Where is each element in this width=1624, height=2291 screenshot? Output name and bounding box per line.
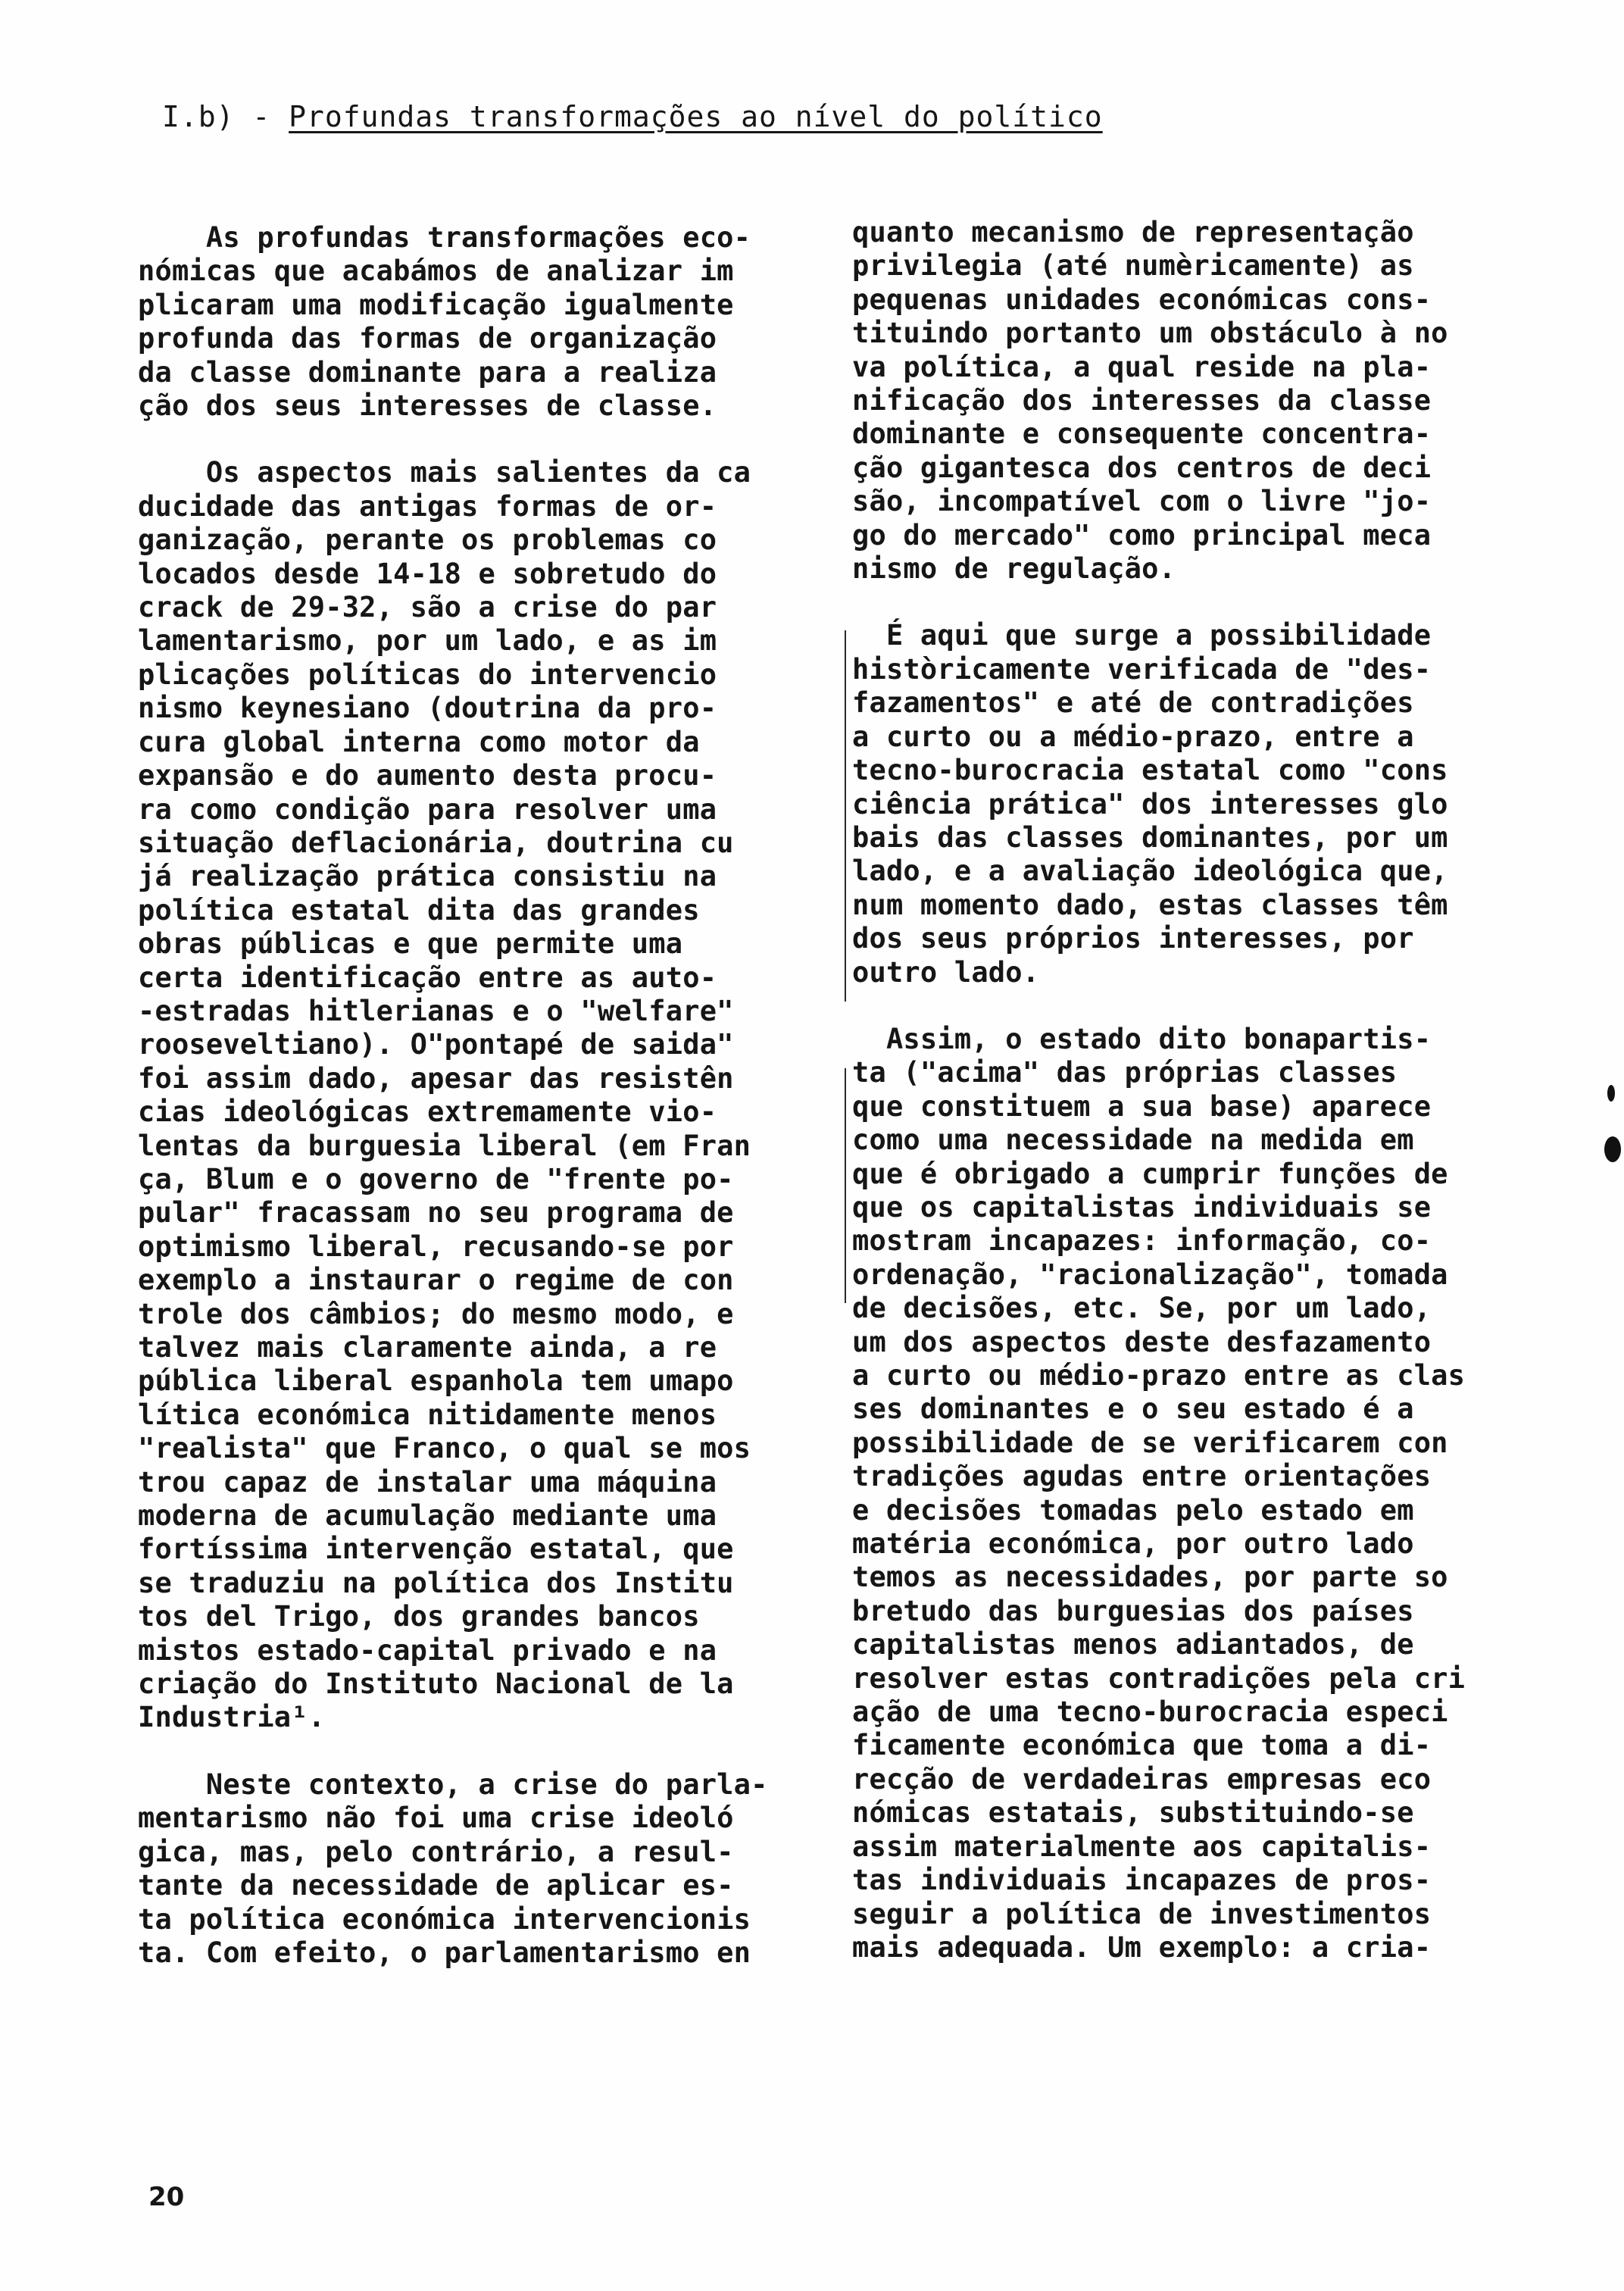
margin-rule [845,630,846,1002]
paragraph: Neste contexto, a crise do parla- mentarismo não foi uma crise ideoló gica, mas, pelo contrário, a resul- tante da necessidade de aplicar es- ta política económica intervencionis ta. Com efeito, o parlamentarismo en [138,1767,768,1969]
page-number: 20 [148,2182,185,2212]
paragraph: As profundas transformações eco- nómicas que acabámos de analizar im plicaram uma modificação igualmente profunda das formas de organização da classe dominante para a realiza ção dos seus interesses de classe. [138,221,751,423]
scan-mark [1607,1085,1615,1102]
paragraph: Os aspectos mais salientes da ca ducidade das antigas formas de or- ganização, perante os problemas co locados desde 14-18 e sobretudo do crack de 29-32, são a crise do par lamentarismo, por um lado, e as im plicações políticas do intervencio nismo keynesiano (doutrina da pro- cura global interna como motor da expansão e do aumento desta procu- ra como condição para resolver uma situação deflacionária, doutrina cu já realização prática consistiu na política estatal dita das grandes obras públicas e que permite uma certa identificação entre as auto- -estradas hitlerianas e o "welfare" rooseveltiano). O"pontapé de saida" foi assim dado, apesar das resistên cias ideológicas extremamente vio- lentas da burguesia liberal (em Fran ça, Blum e o governo de "frente po- pular" fracassam no seu programa de optimismo liberal, recusando-se por exemplo a instaurar o regime de con trole dos câmbios; do mesmo modo, e talvez mais claramente ainda, a re pública liberal espanhola tem umapo lítica económica nitidamente menos "realista" que Franco, o qual se mos trou capaz de instalar uma máquina moderna de acumulação mediante uma fortíssima intervenção estatal, que se traduziu na política dos Institu tos del Trigo, dos grandes bancos mistos estado-capital privado e na criação do Instituto Nacional de la Industria¹. [138,456,751,1734]
paragraph: Assim, o estado dito bonapartis- ta ("acima" das próprias classes que constituem a sua base) aparece como uma necessidade na medida em que é obrigado a cumprir funções de que os capitalistas individuais se mostram incapazes: informação, co- ordenação, "racionalização", tomada de decisões, etc. Se, por um lado, um dos aspectos deste desfazamento a curto ou médio-prazo entre as clas ses dominantes e o seu estado é a possibilidade de se verificarem con tradições agudas entre orientações e decisões tomadas pelo estado em matéria económica, por outro lado temos as necessidades, por parte so bretudo das burguesias dos países capitalistas menos adiantados, de resolver estas contradições pela cri ação de uma tecno-burocracia especi ficamente económica que toma a di- recção de verdadeiras empresas eco nómicas estatais, substituindo-se assim materialmente aos capitalis- tas individuais incapazes de pros- seguir a política de investimentos mais adequada. Um exemplo: a cria- [852,1022,1466,1964]
scan-mark [1604,1136,1621,1162]
section-heading [162,100,1103,133]
section-title: Profundas transformações ao nível do político [289,100,1103,133]
right-text-column [852,216,1504,1964]
paragraph: É aqui que surge a possibilidade històricamente verificada de "des- fazamentos" e até de contradições a curto ou a médio-prazo, entre a tecno-burocracia estatal como "cons ciência prática" dos interesses glo bais das classes dominantes, por um lado, e a avaliação ideológica que, num momento dado, estas classes têm dos seus próprios interesses, por outro lado. [852,619,1448,989]
margin-rule [845,1068,846,1303]
left-text-column [138,221,797,1970]
section-number: I.b) - [162,100,289,133]
paragraph: quanto mecanismo de representação privilegia (até numèricamente) as pequenas unidades económicas cons- tituindo portanto um obstáculo à no va política, a qual reside na pla- nificação dos interesses da classe dominante e consequente concentra- ção gigantesca dos centros de deci são, incompatível com o livre "jo- go do mercado" como principal meca nismo de regulação. [852,216,1448,586]
